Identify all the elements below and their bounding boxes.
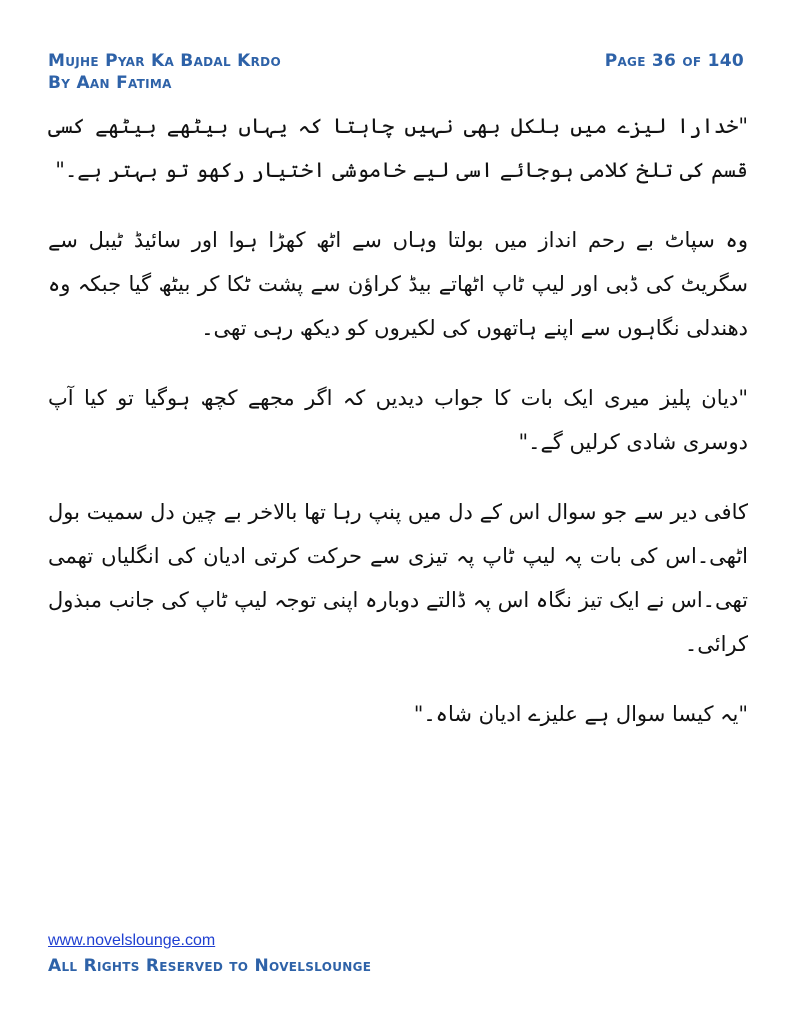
paragraph-5: "یہ کیسا سوال ہے علیزے ادیان شاہ۔" (413, 702, 748, 726)
paragraph-2: وہ سپاٹ بے رحم انداز میں بولتا وہاں سے اٹھ کھڑا ہوا اور سائیڈ ٹیبل سے سگریٹ کی ڈبی اور لیپ ٹاپ اٹھاتے بیڈ کراؤن سے پشت ٹکا کر بیٹھ گیا جبکہ وہ دھندلی نگاہوں سے اپنے ہاتھوں کی لکیروں کو دیکھ رہی تھی۔ (48, 228, 748, 340)
website-link[interactable]: www.novelslounge.com (48, 932, 216, 949)
paragraph-4: کافی دیر سے جو سوال اس کے دل میں پنپ رہا تھا بالاخر بے چین دل سمیت بول اٹھی۔اس کی بات پہ لیپ ٹاپ پہ تیزی سے حرکت کرتی ادیان کی انگلیاں تھمی تھی۔اس نے ایک تیز نگاہ اس پہ ڈالتے دوبارہ اپنی توجہ لیپ ٹاپ کی جانب مبذول کرائی۔ (48, 500, 748, 656)
author-name: By Aan Fatima (48, 73, 172, 93)
rights-notice: All Rights Reserved to Novelslounge (48, 956, 372, 976)
novel-title: Mujhe Pyar Ka Badal Krdo (48, 51, 281, 71)
header-left (48, 50, 281, 94)
story-body (48, 104, 748, 736)
page-indicator: Page 36 of 140 (604, 51, 744, 71)
paragraph-3: "دیان پلیز میری ایک بات کا جواب دیدیں کہ اگر مجھے کچھ ہوگیا تو کیا آپ دوسری شادی کرلیں گے۔" (48, 386, 748, 454)
paragraph-1: "خدارا لیزے میں بلکل بھی نہیں چاہتا کہ یہاں بیٹھے بیٹھے کسی قسم کی تلخ کلامی ہوجائے اسی لیے خاموشی اختیار رکھو تو بہتر ہے۔" (48, 114, 748, 182)
